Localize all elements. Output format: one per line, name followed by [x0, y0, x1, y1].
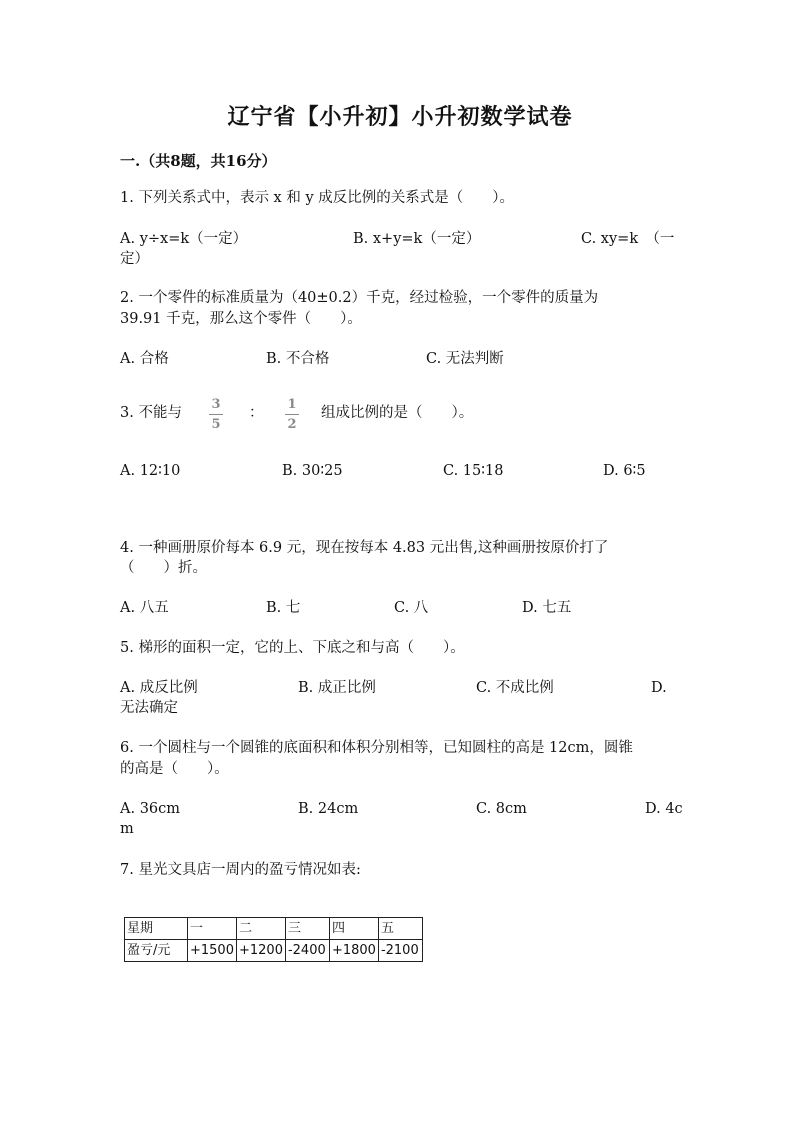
question-2-option-c: C. 无法判断	[426, 351, 504, 367]
table-header-row	[125, 918, 423, 940]
question-3-stem-suffix: 组成比例的是（ ）。	[321, 405, 474, 421]
question-2-option-a: A. 合格	[120, 351, 169, 367]
fraction-one-half	[283, 396, 301, 433]
question-3-option-b: B. 30∶25	[282, 463, 343, 479]
fraction-three-fifths	[207, 396, 225, 433]
table-row	[125, 940, 423, 962]
question-2-stem: 2. 一个零件的标准质量为（40±0.2）千克，经过检验，一个零件的质量为	[120, 290, 599, 306]
question-4-stem-line-2: （ ）折。	[120, 560, 207, 576]
question-4-option-a: A. 八五	[120, 600, 169, 616]
table-cell: -2100	[378, 940, 422, 962]
question-6-option-d: D. 4c	[645, 801, 683, 817]
fraction-denominator: 2	[287, 417, 297, 432]
question-3-option-d: D. 6∶5	[603, 463, 646, 479]
question-4-option-b: B. 七	[266, 600, 301, 616]
table-header-cell: 四	[329, 918, 378, 940]
question-3-option-a: A. 12∶10	[120, 463, 181, 479]
fraction-denominator: 5	[211, 417, 221, 432]
table-header-cell: 五	[378, 918, 422, 940]
question-6-option-b: B. 24cm	[298, 801, 359, 817]
fraction-numerator: 1	[287, 397, 297, 412]
table-cell: -2400	[285, 940, 329, 962]
question-4-stem: 4. 一种画册原价每本 6.9 元，现在按每本 4.83 元出售,这种画册按原价打了	[120, 540, 609, 556]
table-header-cell: 一	[188, 918, 237, 940]
question-6-option-a: A. 36cm	[120, 801, 181, 817]
question-1-stem: 1. 下列关系式中，表示 x 和 y 成反比例的关系式是（ ）。	[120, 190, 514, 206]
question-2-stem-line-2: 39.91 千克，那么这个零件（ ）。	[120, 311, 362, 327]
question-7-stem: 7. 星光文具店一周内的盈亏情况如表:	[120, 862, 361, 878]
section-heading: 一.（共8题，共16分）	[120, 152, 277, 170]
page-title: 辽宁省【小升初】小升初数学试卷	[227, 104, 573, 130]
table-cell: +1800	[329, 940, 378, 962]
question-6-option-c: C. 8cm	[476, 801, 527, 817]
question-5-option-d: D.	[651, 680, 667, 696]
question-5-option-a: A. 成反比例	[120, 680, 198, 696]
question-1-option-b: B. x+y=k（一定）	[353, 231, 481, 247]
question-5-option-d-wrap: 无法确定	[120, 700, 178, 716]
ratio-colon: ：	[249, 405, 264, 421]
table-header-cell: 二	[236, 918, 285, 940]
table-cell: +1200	[236, 940, 285, 962]
question-5-stem: 5. 梯形的面积一定，它的上、下底之和与高（ ）。	[120, 640, 465, 656]
question-3-option-c: C. 15∶18	[443, 463, 504, 479]
profit-loss-table	[124, 917, 423, 962]
table-cell: +1500	[188, 940, 237, 962]
question-1-option-a: A. y÷x=k（一定）	[120, 231, 248, 247]
question-3-stem-prefix: 3. 不能与	[120, 405, 182, 421]
question-4-option-d: D. 七五	[522, 600, 572, 616]
question-4-option-c: C. 八	[394, 600, 429, 616]
question-1-option-c: C. xy=k （一	[581, 231, 675, 247]
question-6-stem-line-2: 的高是（ ）。	[120, 761, 229, 777]
question-6-option-d-wrap: m	[120, 821, 134, 837]
question-2-option-b: B. 不合格	[266, 351, 330, 367]
question-6-stem: 6. 一个圆柱与一个圆锥的底面积和体积分别相等，已知圆柱的高是 12cm，圆锥	[120, 740, 633, 756]
fraction-numerator: 3	[211, 397, 221, 412]
question-5-option-b: B. 成正比例	[298, 680, 376, 696]
question-5-option-c: C. 不成比例	[476, 680, 554, 696]
fraction-bar	[209, 414, 223, 415]
question-1-option-c-wrap: 定）	[120, 251, 149, 267]
fraction-bar	[285, 414, 299, 415]
table-header-cell: 三	[285, 918, 329, 940]
table-cell: 盈亏/元	[125, 940, 188, 962]
table-header-cell: 星期	[125, 918, 188, 940]
